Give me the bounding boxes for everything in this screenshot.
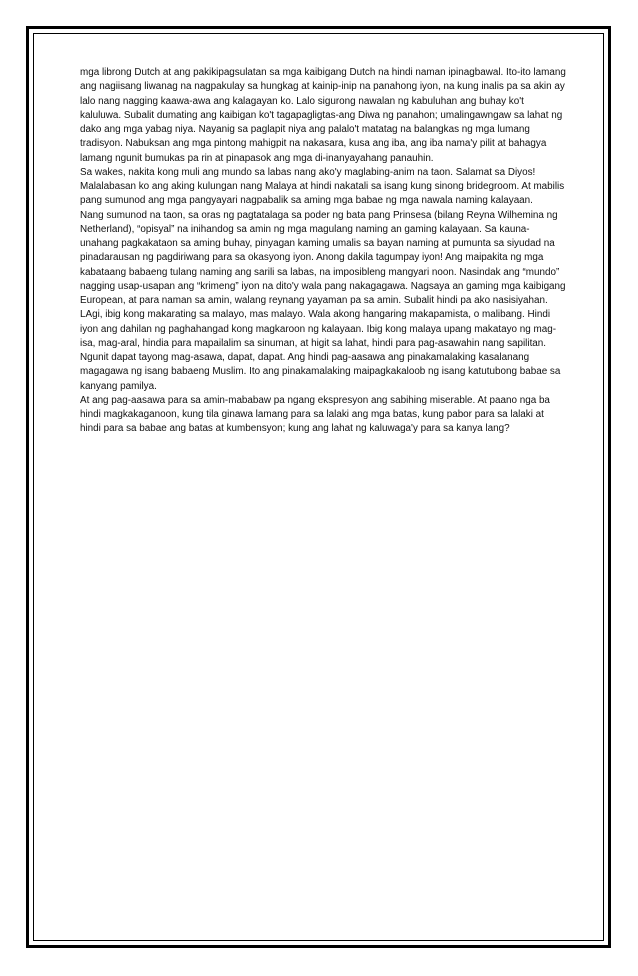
text-line: Sa wakes, nakita kong muli ang mundo sa labas nang ako'y maglabing-anim na taon. Salamat sa Diyos! — [80, 166, 536, 178]
text-line: hindi magkakaganoon, kung tila ginawa lamang para sa lalaki ang mga batas, kung pabor para sa lalaki at — [80, 409, 544, 420]
text-line: isa, mag-aral, hindia para mapailalim sa sinuman, at higit sa lahat, hindi para pag-asawahin nang sapilitan. — [80, 337, 547, 349]
text-line: magagawa ng isang babaeng Muslim. Ito ang pinakamalaking maipagkakaloob ng isang katutubong babae sa — [80, 366, 561, 378]
text-line: ang nagiisang liwanag na nagpakulay sa hungkag at kainip-inip na panahong iyon, na kung inalis pa sa akin ay — [80, 81, 565, 93]
text-line: hindi para sa babae ang batas at kumbensyon; kung ang lahat ng kaluwaga'y para sa kanya lang? — [80, 423, 510, 435]
text-line: pinadarausan ng pagdiriwang para sa okasyong iyon. Anong dakila tagumpay iyon! Ang maipakita ng mga — [80, 252, 544, 264]
text-line: Malalabasan ko ang aking kulungan nang Malaya at hindi nakatali sa isang kung sinong bridegroom. At mabilis — [80, 181, 565, 192]
text-line: unahang pagkakataon sa aming buhay, pinyagan kaming umalis sa bayan naming at pumunta sa siyudad na — [80, 238, 555, 249]
text-line: Nang sumunod na taon, sa oras ng pagtatalaga sa poder ng bata pang Prinsesa (bilang Reyna Wilhemina ng — [80, 209, 558, 221]
text-line: European, at para naman sa amin, walang reynang yayaman pa sa amin. Subalit hindi pa ako nasisiyahan. — [80, 295, 548, 306]
text-line: LAgi, ibig kong makarating sa malayo, mas malayo. Wala akong hangaring makapamista, o malibang. Hindi — [80, 309, 551, 321]
text-line: At ang pag-aasawa para sa amin-mababaw pa ngang ekspresyon ang sabihing miserable. At paano nga ba — [80, 394, 550, 406]
text-line: Ngunit dapat tayong mag-asawa, dapat, dapat. Ang hindi pag-aasawa ang pinakamalaking kasalanang — [80, 352, 530, 363]
text-line: mga librong Dutch at ang pakikipagsulatan sa mga kaibigang Dutch na hindi naman ipinagbawal. Ito-ito lamang — [80, 67, 566, 78]
body-text — [80, 66, 564, 437]
text-line: tradisyon. Nabuksan ang mga pintong mahigpit na nakasara, kusa ang iba, ang iba nama'y pilit at bahagya — [80, 138, 547, 150]
text-line: pang sumunod ang mga pangyayari nagpabalik sa aming mga babae ng mga nawala naming kalayaan. — [80, 195, 533, 207]
text-line: iyon ang dahilan ng paghahangad kong magkaroon ng kalayaan. Ibig kong malaya upang makatayo ng mag- — [80, 323, 556, 335]
text-line: Netherland), “opisyal” na inihandog sa amin ng mga magulang naming an gaming kalayaan. Sa kauna- — [80, 223, 530, 235]
text-line: kanyang pamilya. — [80, 380, 157, 392]
text-line: kaluluwa. Subalit dumating ang kaibigan ko't tagapagligtas-ang Diwa ng panahon; umalingawngaw sa lahat ng — [80, 109, 563, 121]
text-line: kabataang babaeng tulang naming ang sarili sa labas, na imposibleng mangyari noon. Nasindak ang “mundo” — [80, 266, 560, 278]
text-line: nagging usap-usapan ang “krimeng” iyon na dito'y wala pang nakagagawa. Nagsaya an gaming mga kaibigang — [80, 280, 566, 292]
text-line: lalo nang nagging kaawa-awa ang kalagayan ko. Lalo sigurong nawalan ng kabuluhan ang buhay ko't — [80, 95, 524, 107]
text-line: dako ang mga yabag niya. Nayanig sa paglapit niya ang palalo't matatag na balangkas ng mga lumang — [80, 124, 530, 135]
text-line: lamang ngunit bumukas pa rin at pinapasok ang mga di-inanyayahang panauhin. — [80, 152, 434, 164]
